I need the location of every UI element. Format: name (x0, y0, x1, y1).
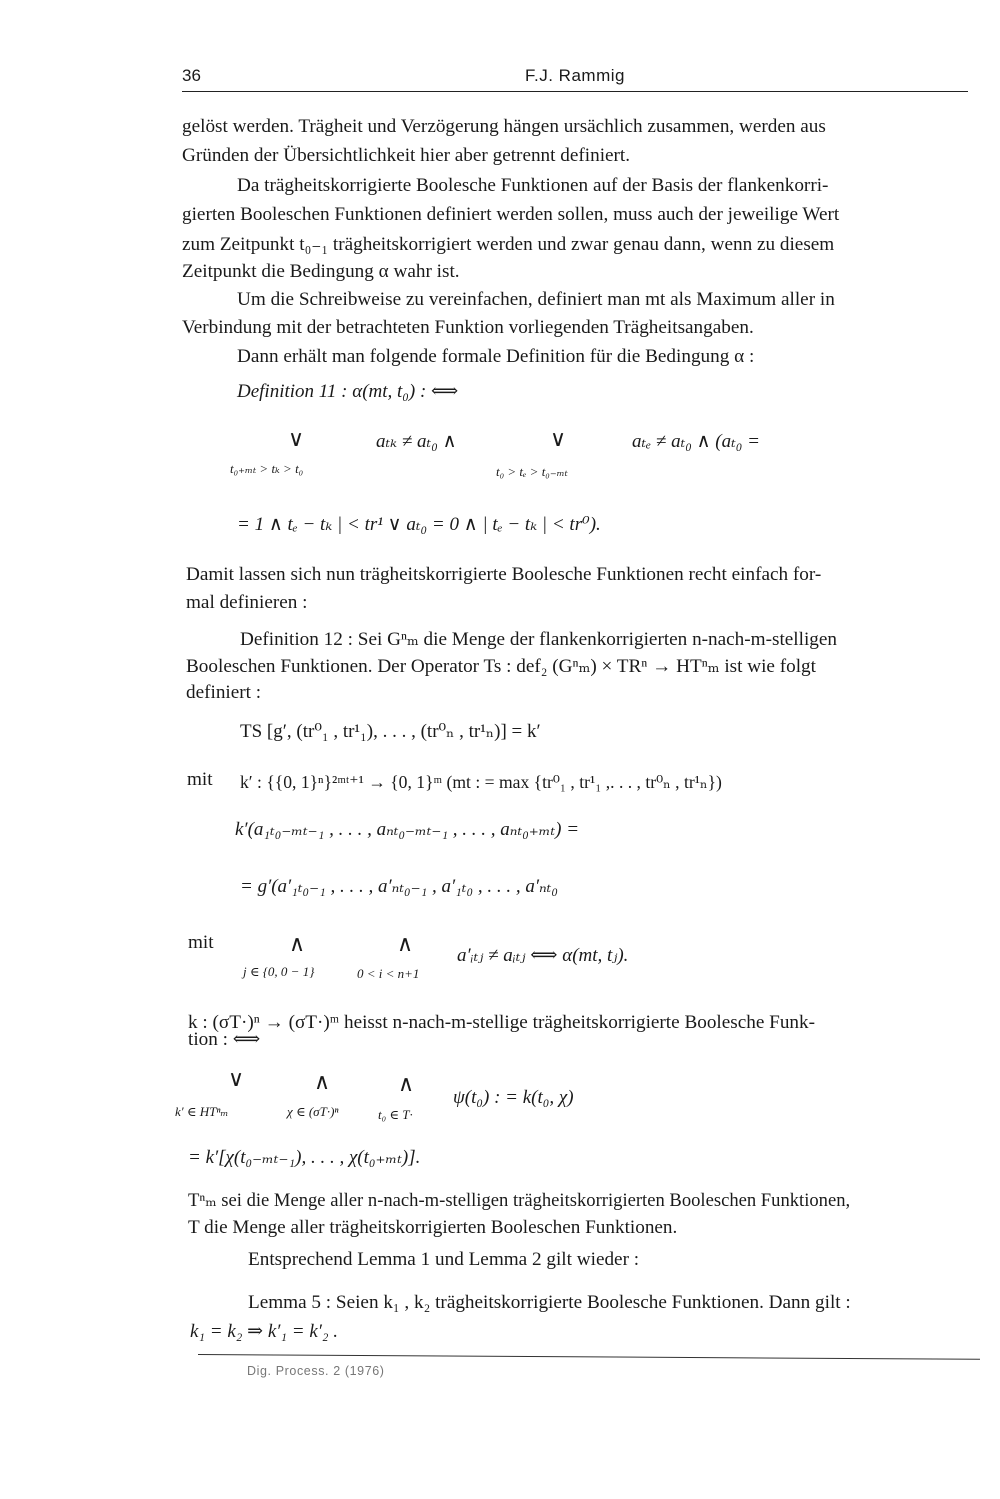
formula-term: ψ(t₀) : = k(t₀, χ) (453, 1087, 574, 1108)
and-operator: ∧ (289, 931, 306, 956)
subscript-range: t₀ > tₑ > t₀₋ₘₜ (496, 464, 568, 479)
paragraph-line: Gründen der Übersichtlichkeit hier aber getrennt definiert. (182, 145, 631, 166)
paragraph-line: definiert : (186, 682, 262, 703)
or-operator: ∨ (288, 426, 305, 451)
paragraph-line: Tⁿₘ sei die Menge aller n-nach-m-stelligen trägheitskorrigierten Booleschen Funktionen, (188, 1190, 851, 1211)
formula-term: aₜₑ ≠ aₜ₀ ∧ (aₜ₀ = (632, 431, 760, 452)
subscript-range: j ∈ {0, 0 − 1} (243, 964, 315, 979)
paragraph-line: Zeitpunkt die Bedingung α wahr ist. (182, 261, 460, 282)
paragraph-line: zum Zeitpunkt t₀₋₁ trägheitskorrigiert werden und zwar genau dann, wenn zu diesem (182, 234, 835, 255)
and-operator: ∧ (398, 1071, 415, 1096)
paragraph-line: mal definieren : (186, 592, 308, 613)
header-rule (182, 91, 968, 92)
formula-line: = 1 ∧ tₑ − tₖ | < tr¹ ∨ aₜ₀ = 0 ∧ | tₑ − tₖ | < tr⁰). (237, 514, 601, 535)
running-header (182, 62, 968, 90)
page-number: 36 (182, 66, 201, 85)
definition-11-label: Definition 11 : α(mt, t₀) : ⟺ (237, 381, 459, 402)
mit-label: mit (188, 932, 214, 953)
footer-citation: Dig. Process. 2 (1976) (247, 1364, 385, 1378)
formula-line: TS [g′, (tr⁰₁ , tr¹₁), . . . , (tr⁰ₙ , tr¹ₙ)] = k′ (240, 721, 541, 742)
author-name: F.J. Rammig (525, 66, 625, 85)
paragraph-line: k : (σT·)ⁿ → (σT·)ᵐ heisst n-nach-m-stellige trägheitskorrigierte Boolesche Funk- (188, 1012, 816, 1033)
or-operator: ∨ (550, 426, 567, 451)
paragraph-line: T die Menge aller trägheitskorrigierten Booleschen Funktionen. (188, 1217, 678, 1238)
subscript-range: 0 < i < n+1 (357, 966, 420, 981)
paragraph-line: gelöst werden. Trägheit und Verzögerung hängen ursächlich zusammen, werden aus (182, 116, 826, 137)
paragraph-line: tion : ⟺ (188, 1029, 261, 1050)
footer-rule (198, 1354, 980, 1360)
formula-term: aₜₖ ≠ aₜ₀ ∧ (376, 431, 457, 452)
formula-term: a′ᵢₜⱼ ≠ aᵢₜⱼ ⟺ α(mt, tⱼ). (457, 945, 629, 966)
paragraph-line: Dann erhält man folgende formale Definition für die Bedingung α : (237, 346, 755, 367)
paragraph-line: gierten Booleschen Funktionen definiert werden sollen, muss auch der jeweilige Wert (182, 204, 840, 225)
subscript-range: t₀ ∈ T· (378, 1107, 413, 1122)
subscript-range: χ ∈ (σT·)ⁿ (287, 1104, 339, 1119)
paragraph-line: Lemma 5 : Seien k₁ , k₂ trägheitskorrigierte Boolesche Funktionen. Dann gilt : (248, 1292, 851, 1313)
paragraph-line: Damit lassen sich nun trägheitskorrigierte Boolesche Funktionen recht einfach for- (186, 564, 822, 585)
paragraph-line: Booleschen Funktionen. Der Operator Ts : def₂ (Gⁿₘ) × TRⁿ → HTⁿₘ ist wie folgt (186, 656, 816, 677)
formula-line: = g′(a′₁ₜ₀₋₁ , . . . , a′ₙₜ₀₋₁ , a′₁ₜ₀ , . . . , a′ₙₜ₀ (240, 876, 558, 897)
subscript-range: k′ ∈ HTⁿₘ (175, 1104, 229, 1119)
paragraph-line: Entsprechend Lemma 1 und Lemma 2 gilt wieder : (248, 1249, 640, 1270)
and-operator: ∧ (314, 1069, 331, 1094)
or-operator: ∨ (228, 1066, 245, 1091)
formula-line: k′(a₁ₜ₀₋ₘₜ₋₁ , . . . , aₙₜ₀₋ₘₜ₋₁ , . . . , aₙₜ₀₊ₘₜ) = (235, 819, 580, 840)
subscript-range: t₀₊ₘₜ > tₖ > t₀ (230, 461, 304, 476)
paragraph-line: Definition 12 : Sei Gⁿₘ die Menge der flankenkorrigierten n-nach-m-stelligen (240, 629, 837, 650)
paragraph-line: Da trägheitskorrigierte Boolesche Funktionen auf der Basis der flankenkorri- (237, 175, 829, 196)
formula-line: k₁ = k₂ ⇒ k′₁ = k′₂ . (190, 1321, 339, 1342)
paragraph-line: Um die Schreibweise zu vereinfachen, definiert man mt als Maximum aller in (237, 289, 835, 310)
mit-label: mit (187, 769, 213, 790)
formula-line: k′ : {{0, 1}ⁿ}²ᵐᵗ⁺¹ → {0, 1}ᵐ (mt : = max {tr⁰₁ , tr¹₁ ,. . . , tr⁰ₙ , tr¹ₙ}) (240, 772, 722, 792)
and-operator: ∧ (397, 931, 414, 956)
paragraph-line: Verbindung mit der betrachteten Funktion vorliegenden Trägheitsangaben. (182, 317, 754, 338)
formula-line: = k′[χ(t₀₋ₘₜ₋₁), . . . , χ(t₀₊ₘₜ)]. (188, 1147, 421, 1168)
